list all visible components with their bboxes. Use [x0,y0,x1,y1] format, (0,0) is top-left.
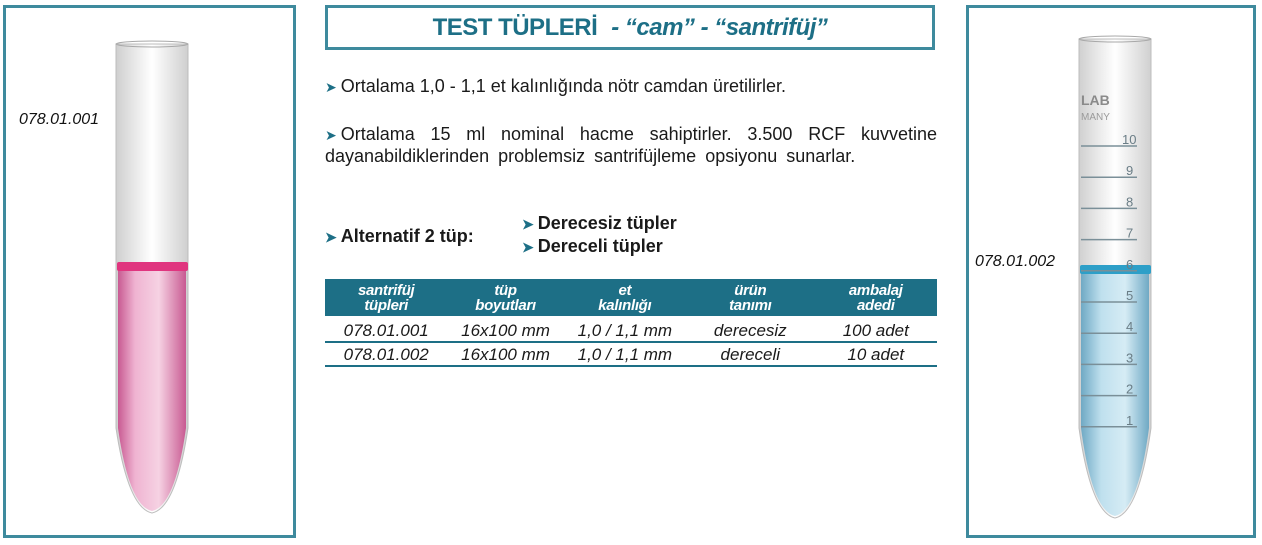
description-paragraph-1: ➤ Ortalama 1,0 - 1,1 et kalınlığında nötr camdan üretilirler. [325,76,786,96]
alternative-option-1: ➤ Derecesiz tüpler [522,213,677,233]
arrow-bullet-icon: ➤ [522,216,534,232]
left-tube-image [3,5,296,538]
page-title [325,5,935,50]
title-main: TEST TÜPLERİ [432,13,598,41]
arrow-bullet-icon: ➤ [522,239,534,255]
graduation-label: 7 [1126,225,1134,241]
cell-thickness: 1,0 / 1,1 mm [577,320,673,340]
header-santrifuj: santrifüj tüpleri [325,279,447,318]
cell-code: 078.01.002 [343,344,429,364]
left-product-code: 078.01.001 [16,110,102,130]
arrow-bullet-icon: ➤ [325,127,337,143]
cell-thickness: 1,0 / 1,1 mm [577,344,673,364]
header-ambalaj-adedi: ambalaj adedi [815,279,937,318]
product-table [325,279,937,367]
graduation-label: 5 [1126,288,1134,303]
graduation-label: 6 [1126,256,1134,272]
table-row [325,342,937,366]
description-paragraph-2: ➤ Ortalama 15 ml nominal hacme sahiptirler. 3.500 RCF kuvvetine dayanabildiklerinden problemsiz santrifüjleme opsiyonu sunarlar. [325,124,937,166]
cell-size: 16x100 mm [461,320,550,340]
cell-size: 16x100 mm [461,344,550,364]
alternatives-label: ➤ Alternatif 2 tüp: [325,226,474,246]
graduation-label: 3 [1126,350,1134,366]
arrow-bullet-icon: ➤ [325,229,337,245]
graduation-label: 1 [1126,412,1134,428]
cell-package: 100 adet [842,320,909,340]
brand-text-lab: LAB [1081,92,1110,108]
alternative-option-2: ➤ Dereceli tüpler [522,236,663,256]
right-product-code: 078.01.002 [972,252,1058,272]
arrow-bullet-icon: ➤ [325,79,337,95]
header-et-kalinligi: et kalınlığı [564,279,686,318]
brand-text-many: MANY [1081,112,1110,123]
table-row [325,318,937,343]
graduation-label: 8 [1126,194,1134,210]
graduation-label: 2 [1126,381,1134,397]
pink-test-tube-illustration [6,8,293,535]
cell-package: 10 adet [847,344,905,364]
header-tup-boyutlari: tüp boyutları [447,279,563,318]
graduation-label: 9 [1126,163,1134,179]
cell-code: 078.01.001 [343,320,429,340]
cell-description: dereceli [720,344,781,364]
graduation-label: 4 [1126,319,1134,335]
header-urun-tanimi: ürün tanımı [686,279,815,318]
right-tube-image [966,5,1256,538]
table-header-row [325,279,937,318]
title-subtitle: - “cam” - “santrifüj” [611,13,828,41]
graduation-label: 10 [1122,132,1137,147]
cell-description: derecesiz [713,320,787,340]
